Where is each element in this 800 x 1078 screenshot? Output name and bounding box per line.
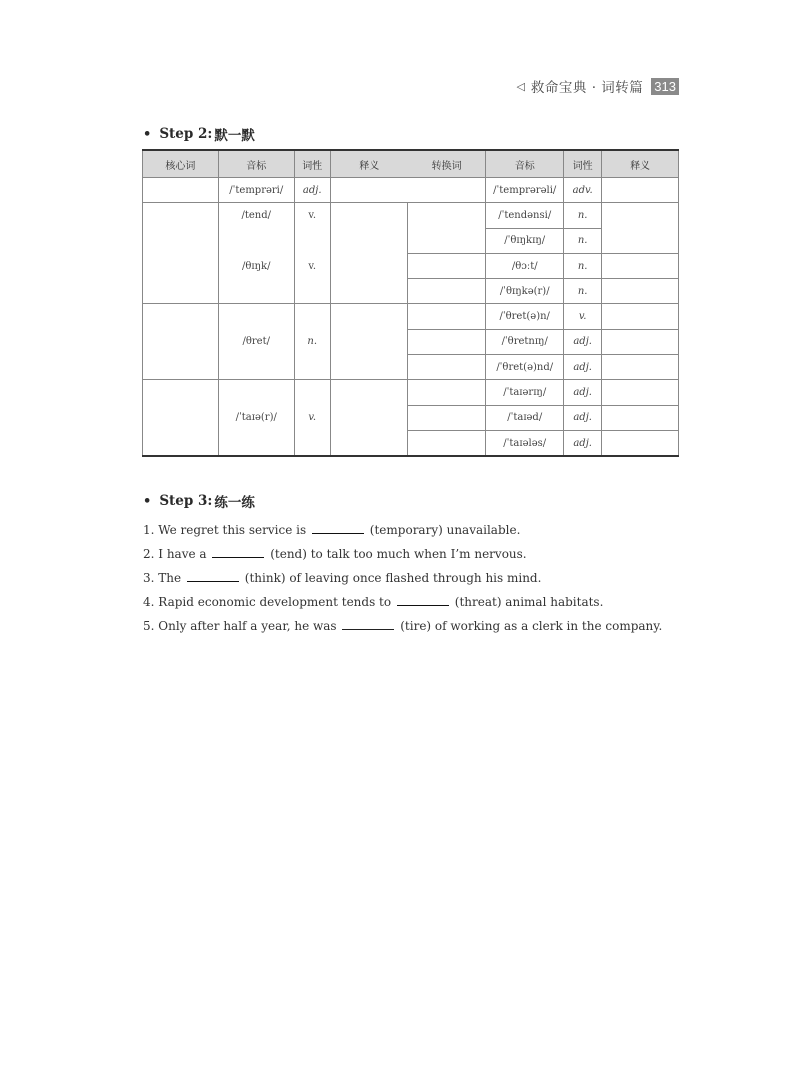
step2-title-en: Step 2:	[159, 126, 213, 142]
derived-phonetic-cell: /ˈtaɪəd/	[486, 405, 564, 430]
exercise-text: (temporary) unavailable.	[369, 523, 521, 537]
answer-blank[interactable]	[187, 569, 239, 582]
derived-pos-cell: adj.	[564, 329, 602, 354]
derived-pos-cell: adj.	[564, 430, 602, 456]
col-header: 转换词	[408, 150, 486, 178]
exercise-text: (threat) animal habitats.	[454, 595, 604, 609]
page-header	[516, 76, 679, 96]
derived-word-cell[interactable]	[408, 430, 486, 456]
core-word-cell[interactable]	[143, 178, 219, 203]
pos-cell: v.	[294, 253, 330, 278]
exercise-item	[143, 520, 662, 544]
derived-pos-cell: adv.	[564, 178, 602, 203]
derived-phonetic-cell: /θɔːt/	[486, 253, 564, 278]
bullet-icon: •	[143, 126, 152, 142]
exercise-item	[143, 544, 662, 568]
col-header: 词性	[294, 150, 330, 178]
phonetic-cell	[218, 228, 294, 253]
derived-word-cell[interactable]	[408, 253, 486, 278]
derived-pos-cell: n.	[564, 203, 602, 228]
derived-pos-cell: adj.	[564, 380, 602, 405]
phonetic-cell: /ˈtaɪə(r)/	[218, 380, 294, 456]
derived-phonetic-cell: /ˈtendənsi/	[486, 203, 564, 228]
table-row	[143, 203, 679, 228]
phonetic-cell	[218, 279, 294, 304]
exercise-text: 1. We regret this service is	[143, 523, 307, 537]
core-word-cell[interactable]	[143, 304, 219, 380]
derived-meaning-cell[interactable]	[602, 178, 679, 203]
col-header: 释义	[330, 150, 408, 178]
phonetic-cell: /ˈtemprəri/	[218, 178, 294, 203]
derived-pos-cell: adj.	[564, 355, 602, 380]
derived-pos-cell: n.	[564, 253, 602, 278]
col-header: 词性	[564, 150, 602, 178]
meaning-cell[interactable]	[330, 380, 408, 456]
derived-phonetic-cell: /ˈθret(ə)n/	[486, 304, 564, 329]
derived-phonetic-cell: /ˈθret(ə)nd/	[486, 355, 564, 380]
table-row	[143, 304, 679, 329]
derived-phonetic-cell: /ˈtaɪələs/	[486, 430, 564, 456]
pos-cell	[294, 279, 330, 304]
answer-blank[interactable]	[212, 545, 264, 558]
table-row	[143, 380, 679, 405]
pos-cell: v.	[294, 380, 330, 456]
derived-phonetic-cell: /ˈtemprərəli/	[486, 178, 564, 203]
derived-word-cell[interactable]	[408, 380, 486, 405]
exercise-item	[143, 568, 662, 592]
exercise-item	[143, 592, 662, 616]
derived-phonetic-cell: /ˈθretnɪŋ/	[486, 329, 564, 354]
exercise-text: (tire) of working as a clerk in the company.	[400, 619, 663, 633]
derived-meaning-cell[interactable]	[602, 329, 679, 354]
exercise-text: (think) of leaving once flashed through his mind.	[244, 571, 542, 585]
derived-word-cell[interactable]	[408, 405, 486, 430]
derived-word-cell[interactable]	[408, 304, 486, 329]
derived-phonetic-cell: /ˈtaɪərɪŋ/	[486, 380, 564, 405]
derived-meaning-cell[interactable]	[602, 430, 679, 456]
pos-cell: v.	[294, 203, 330, 228]
phonetic-cell: /θret/	[218, 304, 294, 380]
derived-phonetic-cell: /ˈθɪŋkɪŋ/	[486, 228, 564, 253]
pos-cell: adj.	[294, 178, 330, 203]
derived-word-cell[interactable]	[408, 329, 486, 354]
meaning-cell[interactable]	[330, 178, 486, 203]
exercise-list	[143, 520, 662, 640]
phonetic-cell: /θɪŋk/	[218, 253, 294, 278]
step3-heading	[143, 491, 255, 511]
exercise-text: (tend) to talk too much when I’m nervous.	[270, 547, 527, 561]
derived-meaning-cell[interactable]	[602, 405, 679, 430]
derived-meaning-cell[interactable]	[602, 355, 679, 380]
derived-word-cell[interactable]	[408, 203, 486, 254]
table-row	[143, 178, 679, 203]
page-number: 313	[651, 78, 679, 95]
derived-meaning-cell[interactable]	[602, 253, 679, 278]
answer-blank[interactable]	[312, 521, 364, 534]
core-word-cell[interactable]	[143, 380, 219, 456]
step2-heading	[143, 124, 255, 144]
derived-pos-cell: v.	[564, 304, 602, 329]
col-header: 释义	[602, 150, 679, 178]
exercise-text: 2. I have a	[143, 547, 207, 561]
answer-blank[interactable]	[342, 617, 394, 630]
derived-word-cell[interactable]	[408, 355, 486, 380]
derived-meaning-cell[interactable]	[602, 279, 679, 304]
bullet-icon: •	[143, 493, 152, 509]
pos-cell	[294, 228, 330, 253]
step2-title-cn: 默一默	[214, 128, 255, 144]
meaning-cell[interactable]	[330, 304, 408, 380]
pos-cell: n.	[294, 304, 330, 380]
exercise-text: 5. Only after half a year, he was	[143, 619, 337, 633]
derived-phonetic-cell: /ˈθɪŋkə(r)/	[486, 279, 564, 304]
exercise-text: 4. Rapid economic development tends to	[143, 595, 392, 609]
vocab-table	[142, 149, 679, 457]
col-header: 音标	[218, 150, 294, 178]
col-header: 音标	[486, 150, 564, 178]
derived-meaning-cell[interactable]	[602, 380, 679, 405]
col-header: 核心词	[143, 150, 219, 178]
exercise-text: 3. The	[143, 571, 182, 585]
table-row	[143, 279, 679, 304]
step3-title-cn: 练一练	[214, 495, 255, 511]
derived-pos-cell: n.	[564, 228, 602, 253]
exercise-item	[143, 616, 662, 640]
derived-word-cell[interactable]	[408, 279, 486, 304]
answer-blank[interactable]	[397, 593, 449, 606]
derived-meaning-cell[interactable]	[602, 203, 679, 254]
core-word-cell[interactable]	[143, 203, 219, 304]
table-header-row	[143, 150, 679, 178]
derived-pos-cell: n.	[564, 279, 602, 304]
step3-title-en: Step 3:	[159, 493, 213, 509]
derived-meaning-cell[interactable]	[602, 304, 679, 329]
derived-pos-cell: adj.	[564, 405, 602, 430]
meaning-cell[interactable]	[330, 203, 408, 304]
table-row	[143, 253, 679, 278]
left-triangle-icon: ◁	[516, 79, 525, 93]
book-title: 救命宝典 · 词转篇	[530, 80, 644, 96]
phonetic-cell: /tend/	[218, 203, 294, 228]
